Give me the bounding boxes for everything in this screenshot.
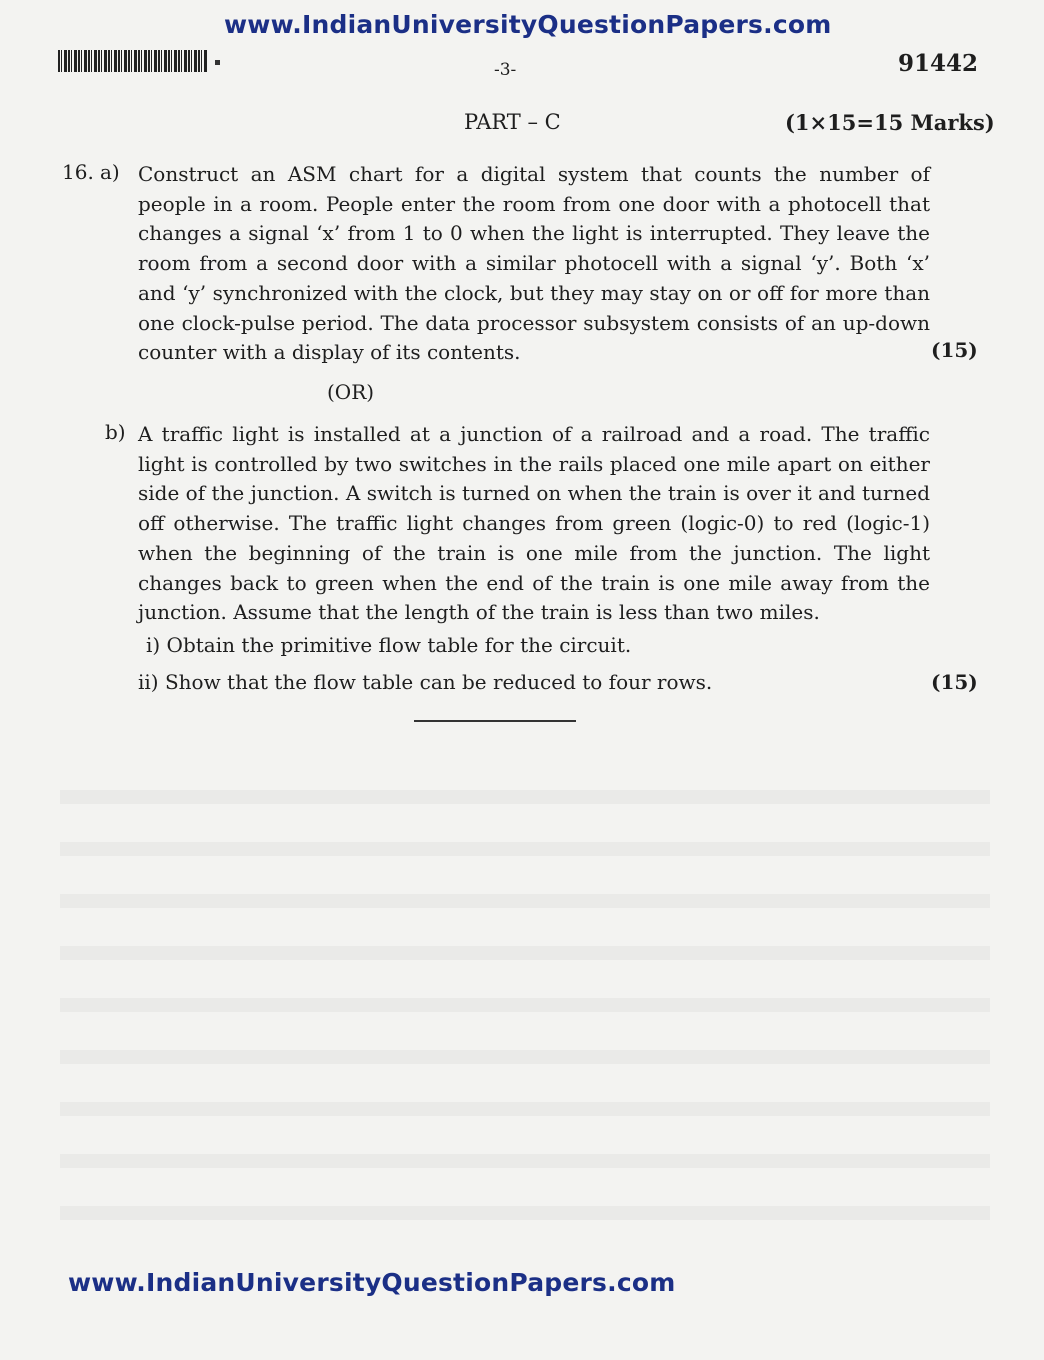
- question-number: 16.: [62, 160, 94, 184]
- watermark-top: www.IndianUniversityQuestionPapers.com: [224, 10, 832, 39]
- page-number: -3-: [494, 60, 517, 80]
- question-b-sub-ii: ii) Show that the flow table can be reduced to four rows.: [138, 670, 713, 694]
- part-marks: (1×15=15 Marks): [785, 110, 995, 135]
- or-separator: (OR): [327, 380, 375, 404]
- barcode-mark: [215, 60, 220, 65]
- watermark-bottom: www.IndianUniversityQuestionPapers.com: [68, 1268, 676, 1297]
- end-rule: [414, 720, 576, 722]
- show-through-background: [60, 760, 990, 1240]
- part-title: PART – C: [464, 110, 561, 134]
- paper-code: 91442: [898, 50, 979, 77]
- question-a-marks: (15): [931, 338, 978, 362]
- barcode: [58, 50, 208, 72]
- question-b-text: A traffic light is installed at a junction of a railroad and a road. The traffic light is controlled by two switches in the rails placed one mile apart on either side of the junction. A switch is turned on when the train is over it and turned off otherwise. The traffic light changes from green (logic-0) to red (logic-1) when the beginning of the train is one mile from the junction. The light changes back to green when the end of the train is one mile away from the junction. Assume that the length of the train is less than two miles.: [138, 422, 930, 625]
- question-a-text: Construct an ASM chart for a digital system that counts the number of people in a room. People enter the room from one door with a photocell that changes a signal ‘x’ from 1 to 0 when the light is interrupted. They leave the room from a second door with a similar photocell with a signal ‘y’. Both ‘x’ and ‘y’ synchronized with the clock, but they may stay on or off for more than one clock-pulse period. The data processor subsystem consists of an up-down counter with a display of its contents.: [138, 162, 930, 365]
- question-b-label: b): [105, 420, 126, 444]
- question-a-label: a): [100, 160, 120, 184]
- question-b-marks: (15): [931, 670, 978, 694]
- question-b-sub-i: i) Obtain the primitive flow table for the circuit.: [146, 633, 632, 657]
